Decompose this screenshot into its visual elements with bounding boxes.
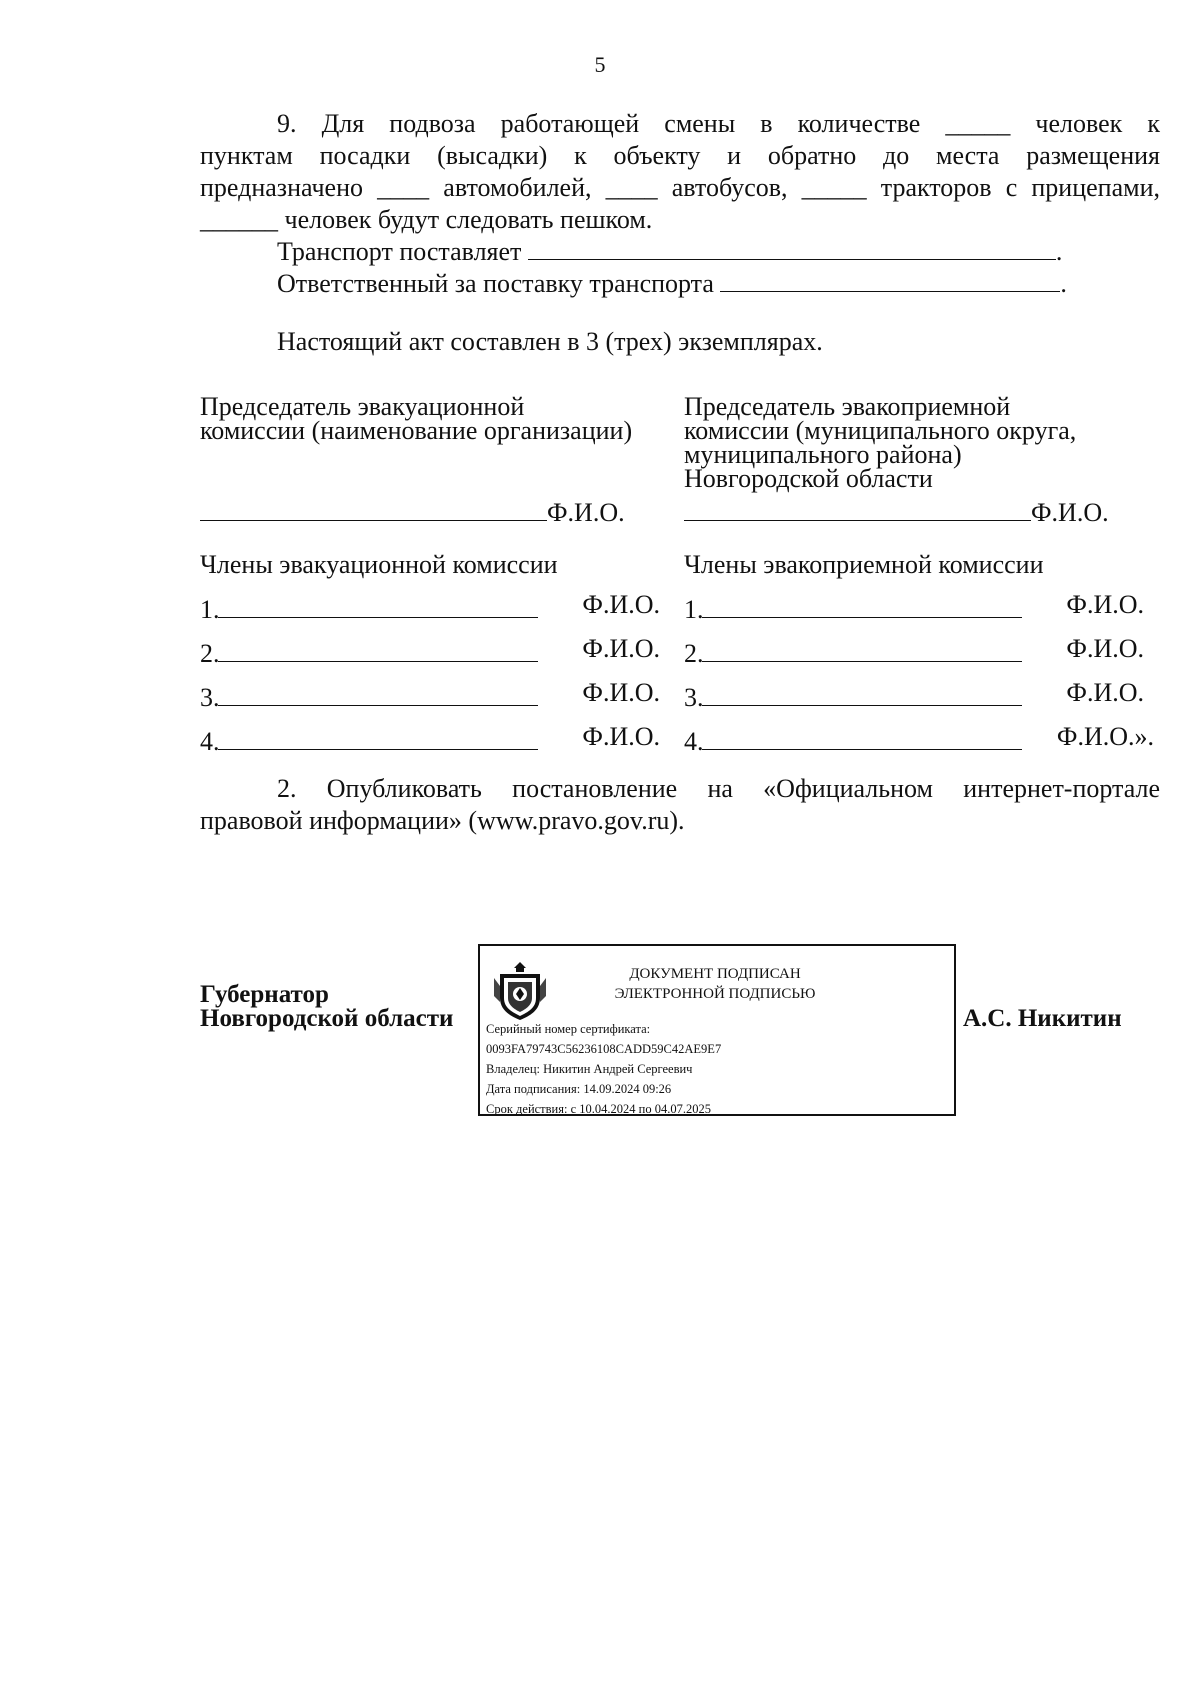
- reception-members-heading: Члены эвакоприемной комиссии: [684, 550, 1044, 579]
- paragraph-9-line-3: предназначено ____ автомобилей, ____ автобусов, _____ тракторов с прицепами,: [200, 173, 1160, 202]
- certificate-serial: 0093FA79743C56236108CADD59C42AE9E7: [486, 1042, 722, 1056]
- evacuation-chairman-signature: [200, 498, 650, 525]
- evacuation-member-3: 3. Ф.И.О.: [200, 678, 660, 712]
- evacuation-members-heading: Члены эвакуационной комиссии: [200, 550, 558, 579]
- paragraph-2-line-2: правовой информации» (www.pravo.gov.ru).: [200, 806, 685, 835]
- paragraph-9-line-2: пунктам посадки (высадки) к объекту и обратно до места размещения: [200, 141, 1160, 170]
- paragraph-9-line-1: 9. Для подвоза работающей смены в количестве _____ человек к: [277, 109, 1160, 138]
- reception-member-4: 4. Ф.И.О.».: [684, 722, 1154, 756]
- responsible-line: Ответственный за поставку транспорта .: [277, 269, 1067, 298]
- paragraph-2: [200, 773, 1160, 837]
- transport-line: Транспорт поставляет .: [277, 237, 1063, 266]
- certificate-validity: Срок действия: с 10.04.2024 по 04.07.2025: [486, 1102, 711, 1116]
- responsible-label: Ответственный за поставку транспорта: [277, 269, 714, 298]
- evacuation-member-2: 2. Ф.И.О.: [200, 634, 660, 668]
- coat-of-arms-icon: [490, 958, 550, 1022]
- paragraph-9: [200, 108, 1160, 358]
- certificate-owner: Владелец: Никитин Андрей Сергеевич: [486, 1062, 693, 1076]
- page-number: 5: [594, 52, 606, 77]
- copies-line: Настоящий акт составлен в 3 (трех) экземплярах.: [277, 327, 823, 356]
- stamp-title: ДОКУМЕНТ ПОДПИСАН ЭЛЕКТРОННОЙ ПОДПИСЬЮ: [614, 966, 816, 1002]
- governor-title: [200, 983, 453, 1031]
- reception-chairman-fio: Ф.И.О.: [1031, 498, 1109, 527]
- evacuation-member-1: 1. Ф.И.О.: [200, 590, 660, 624]
- governor-name: А.С. Никитин: [963, 1005, 1122, 1032]
- reception-member-2: 2. Ф.И.О.: [684, 634, 1144, 668]
- transport-label: Транспорт поставляет: [277, 237, 522, 266]
- evacuation-commission-column: [200, 392, 680, 756]
- evacuation-member-4: 4. Ф.И.О.: [200, 722, 660, 756]
- governor-position-line-2: Новгородской области: [200, 1005, 454, 1032]
- evacuation-chairman-heading: Председатель эвакуационной комиссии (наименование организации): [200, 392, 633, 445]
- reception-chairman-signature: [684, 498, 1134, 525]
- reception-chairman-blank[interactable]: [684, 498, 1031, 521]
- evacuation-chairman-blank[interactable]: [200, 498, 547, 521]
- reception-member-1: 1. Ф.И.О.: [684, 590, 1144, 624]
- governor-position-line-1: Губернатор: [200, 981, 329, 1008]
- electronic-signature-stamp: [478, 944, 956, 1116]
- paragraph-2-line-1: 2. Опубликовать постановление на «Официальном интернет-портале: [277, 774, 1160, 803]
- paragraph-9-line-4: ______ человек будут следовать пешком.: [200, 205, 653, 234]
- signing-date: Дата подписания: 14.09.2024 09:26: [486, 1082, 672, 1096]
- stamp-details: [486, 1019, 721, 1119]
- transport-blank[interactable]: [528, 237, 1056, 260]
- certificate-serial-label: Серийный номер сертификата:: [486, 1022, 651, 1036]
- responsible-blank[interactable]: [720, 269, 1060, 292]
- reception-chairman-heading: Председатель эвакоприемной комиссии (муниципального округа, муниципального района) Новгородской области: [684, 392, 1077, 493]
- reception-commission-column: [684, 392, 1164, 756]
- evacuation-chairman-fio: Ф.И.О.: [547, 498, 625, 527]
- reception-member-3: 3. Ф.И.О.: [684, 678, 1144, 712]
